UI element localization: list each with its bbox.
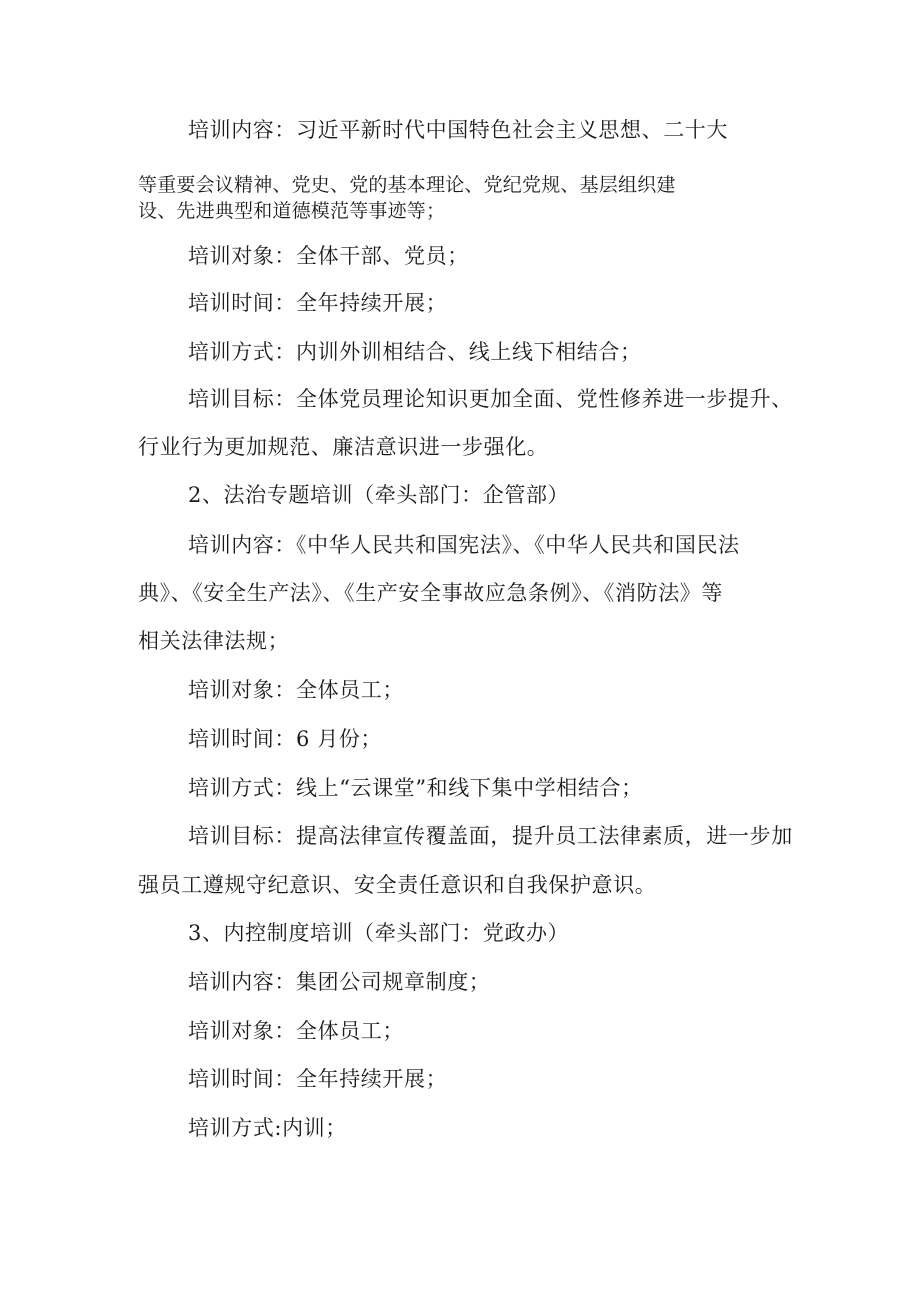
- line-training-time-3: 培训时间：全年持续开展；: [188, 1067, 448, 1091]
- line-training-goal-1-cont: 行业行为更加规范、廉洁意识进一步强化。: [138, 435, 549, 459]
- line-training-target-3: 培训对象：全体员工；: [188, 1019, 404, 1043]
- line-training-method-2: 培训方式：线上“云课堂”和线下集中学相结合；: [188, 776, 643, 800]
- line-training-content-1-end: 设、先进典型和道德模范等事迹等；: [138, 200, 446, 222]
- line-training-goal-2-cont: 强员工遵规守纪意识、安全责任意识和自我保护意识。: [138, 873, 657, 897]
- line-training-content-2-end: 相关法律法规；: [138, 629, 290, 653]
- line-training-goal-2: 培训目标：提高法律宣传覆盖面，提升员工法律素质，进一步加: [188, 824, 793, 848]
- line-training-content-2: 培训内容：《中华人民共和国宪法》、《中华人民共和国民法: [188, 533, 740, 557]
- section-heading-internal-control: 3、内控制度培训（牵头部门：党政办）: [188, 921, 570, 945]
- line-training-target-1: 培训对象：全体干部、党员；: [188, 244, 469, 268]
- line-training-content-1-cont: 等重要会议精神、党史、党的基本理论、党纪党规、基层组织建: [138, 174, 676, 196]
- line-training-content-2-cont: 典》、《安全生产法》、《生产安全事故应急条例》、《消防法》等: [138, 581, 723, 605]
- line-training-time-1: 培训时间：全年持续开展；: [188, 291, 448, 315]
- line-training-time-2: 培训时间：6 月份；: [188, 727, 383, 751]
- line-training-content-1: 培训内容：习近平新时代中国特色社会主义思想、二十大: [188, 118, 728, 142]
- line-training-goal-1: 培训目标：全体党员理论知识更加全面、党性修养进一步提升、: [188, 387, 793, 411]
- section-heading-legal: 2、法治专题培训（牵头部门：企管部）: [188, 483, 570, 507]
- line-training-method-3: 培训方式:内训；: [188, 1116, 347, 1140]
- line-training-target-2: 培训对象：全体员工；: [188, 678, 404, 702]
- line-training-content-3: 培训内容：集团公司规章制度；: [188, 970, 491, 994]
- line-training-method-1: 培训方式：内训外训相结合、线上线下相结合；: [188, 340, 642, 364]
